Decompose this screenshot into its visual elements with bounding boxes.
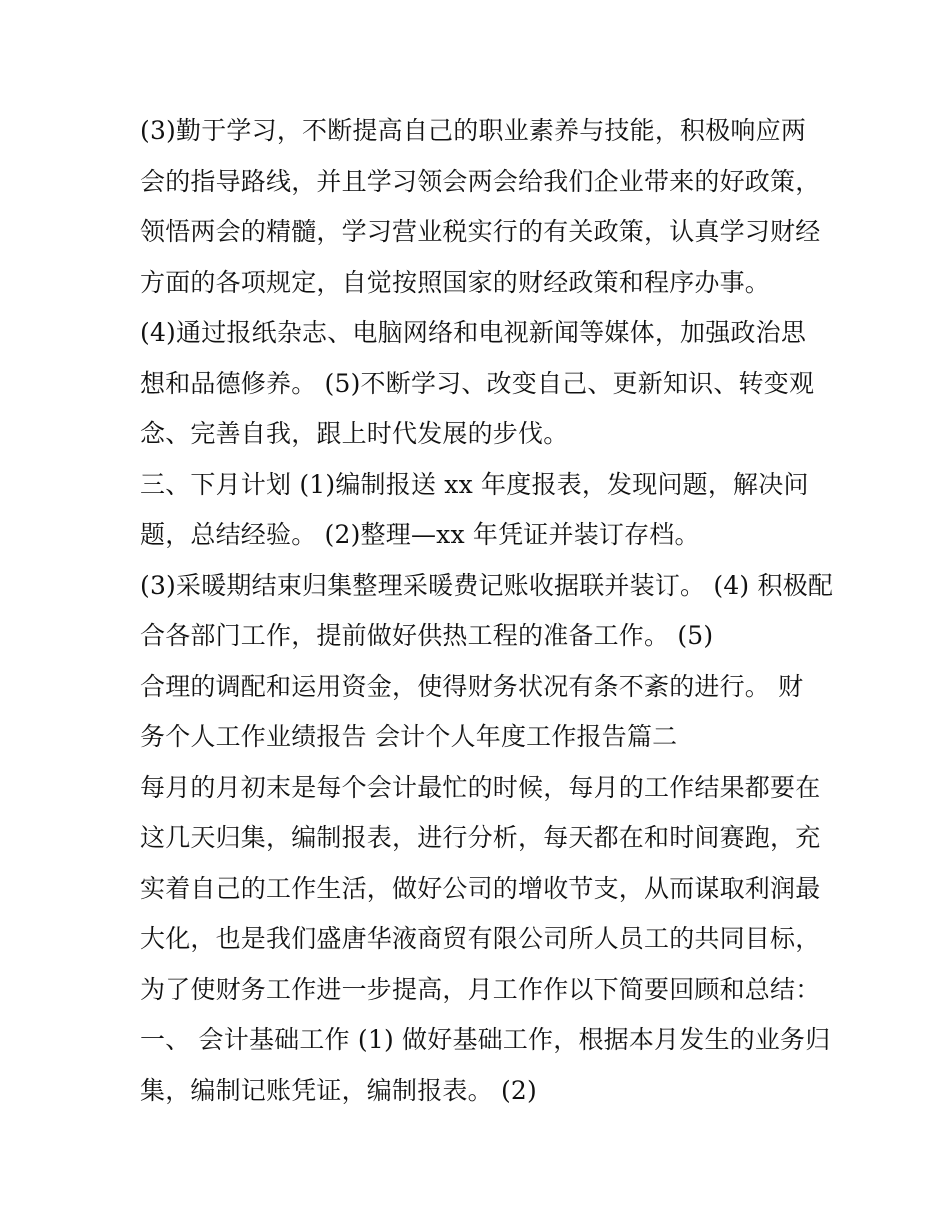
text-line: 会的指导路线，并且学习领会两会给我们企业带来的好政策， <box>140 166 821 196</box>
text-line: 每月的月初末是每个会计最忙的时候，每月的工作结果都要在 <box>140 772 821 802</box>
text-line: 务个人工作业绩报告 会计个人年度工作报告篇二 <box>140 722 678 751</box>
text-line: 实着自己的工作生活，做好公司的增收节支，从而谋取利润最 <box>140 873 821 903</box>
text-line: 集，编制记账凭证，编制报表。 (2) <box>140 1075 537 1105</box>
text-line: 合各部门工作，提前做好供热工程的准备工作。 (5) <box>140 621 714 650</box>
text-line: 三、下月计划 (1)编制报送 xx 年度报表，发现问题，解决问 <box>140 469 809 499</box>
text-line: 合理的调配和运用资金，使得财务状况有条不紊的进行。 财 <box>140 671 804 701</box>
text-line: (4)通过报纸杂志、电脑网络和电视新闻等媒体，加强政治思 <box>140 318 807 347</box>
text-line: 这几天归集，编制报表，进行分析，每天都在和时间赛跑，充 <box>140 823 821 852</box>
text-line: 方面的各项规定，自觉按照国家的财经政策和程序办事。 <box>140 267 771 297</box>
text-line: 一、 会计基础工作 (1) 做好基础工作，根据本月发生的业务归 <box>140 1025 831 1054</box>
text-line: 想和品德修养。 (5)不断学习、改变自己、更新知识、转变观 <box>140 368 815 398</box>
text-line: 领悟两会的精髓，学习营业税实行的有关政策，认真学习财经 <box>140 217 821 246</box>
text-line: 念、完善自我，跟上时代发展的步伐。 <box>140 419 569 448</box>
text-line: 大化，也是我们盛唐华液商贸有限公司所人员工的共同目标， <box>140 924 821 953</box>
text-line: 题，总结经验。 (2)整理—xx 年凭证并装订存档。 <box>140 520 700 549</box>
text-line: (3)采暖期结束归集整理采暖费记账收据联并装订。 (4) 积极配 <box>140 570 834 600</box>
document-body <box>140 106 834 1116</box>
text-line: (3)勤于学习，不断提高自己的职业素养与技能，积极响应两 <box>140 116 807 145</box>
text-line: 为了使财务工作进一步提高，月工作作以下简要回顾和总结： <box>140 974 821 1004</box>
